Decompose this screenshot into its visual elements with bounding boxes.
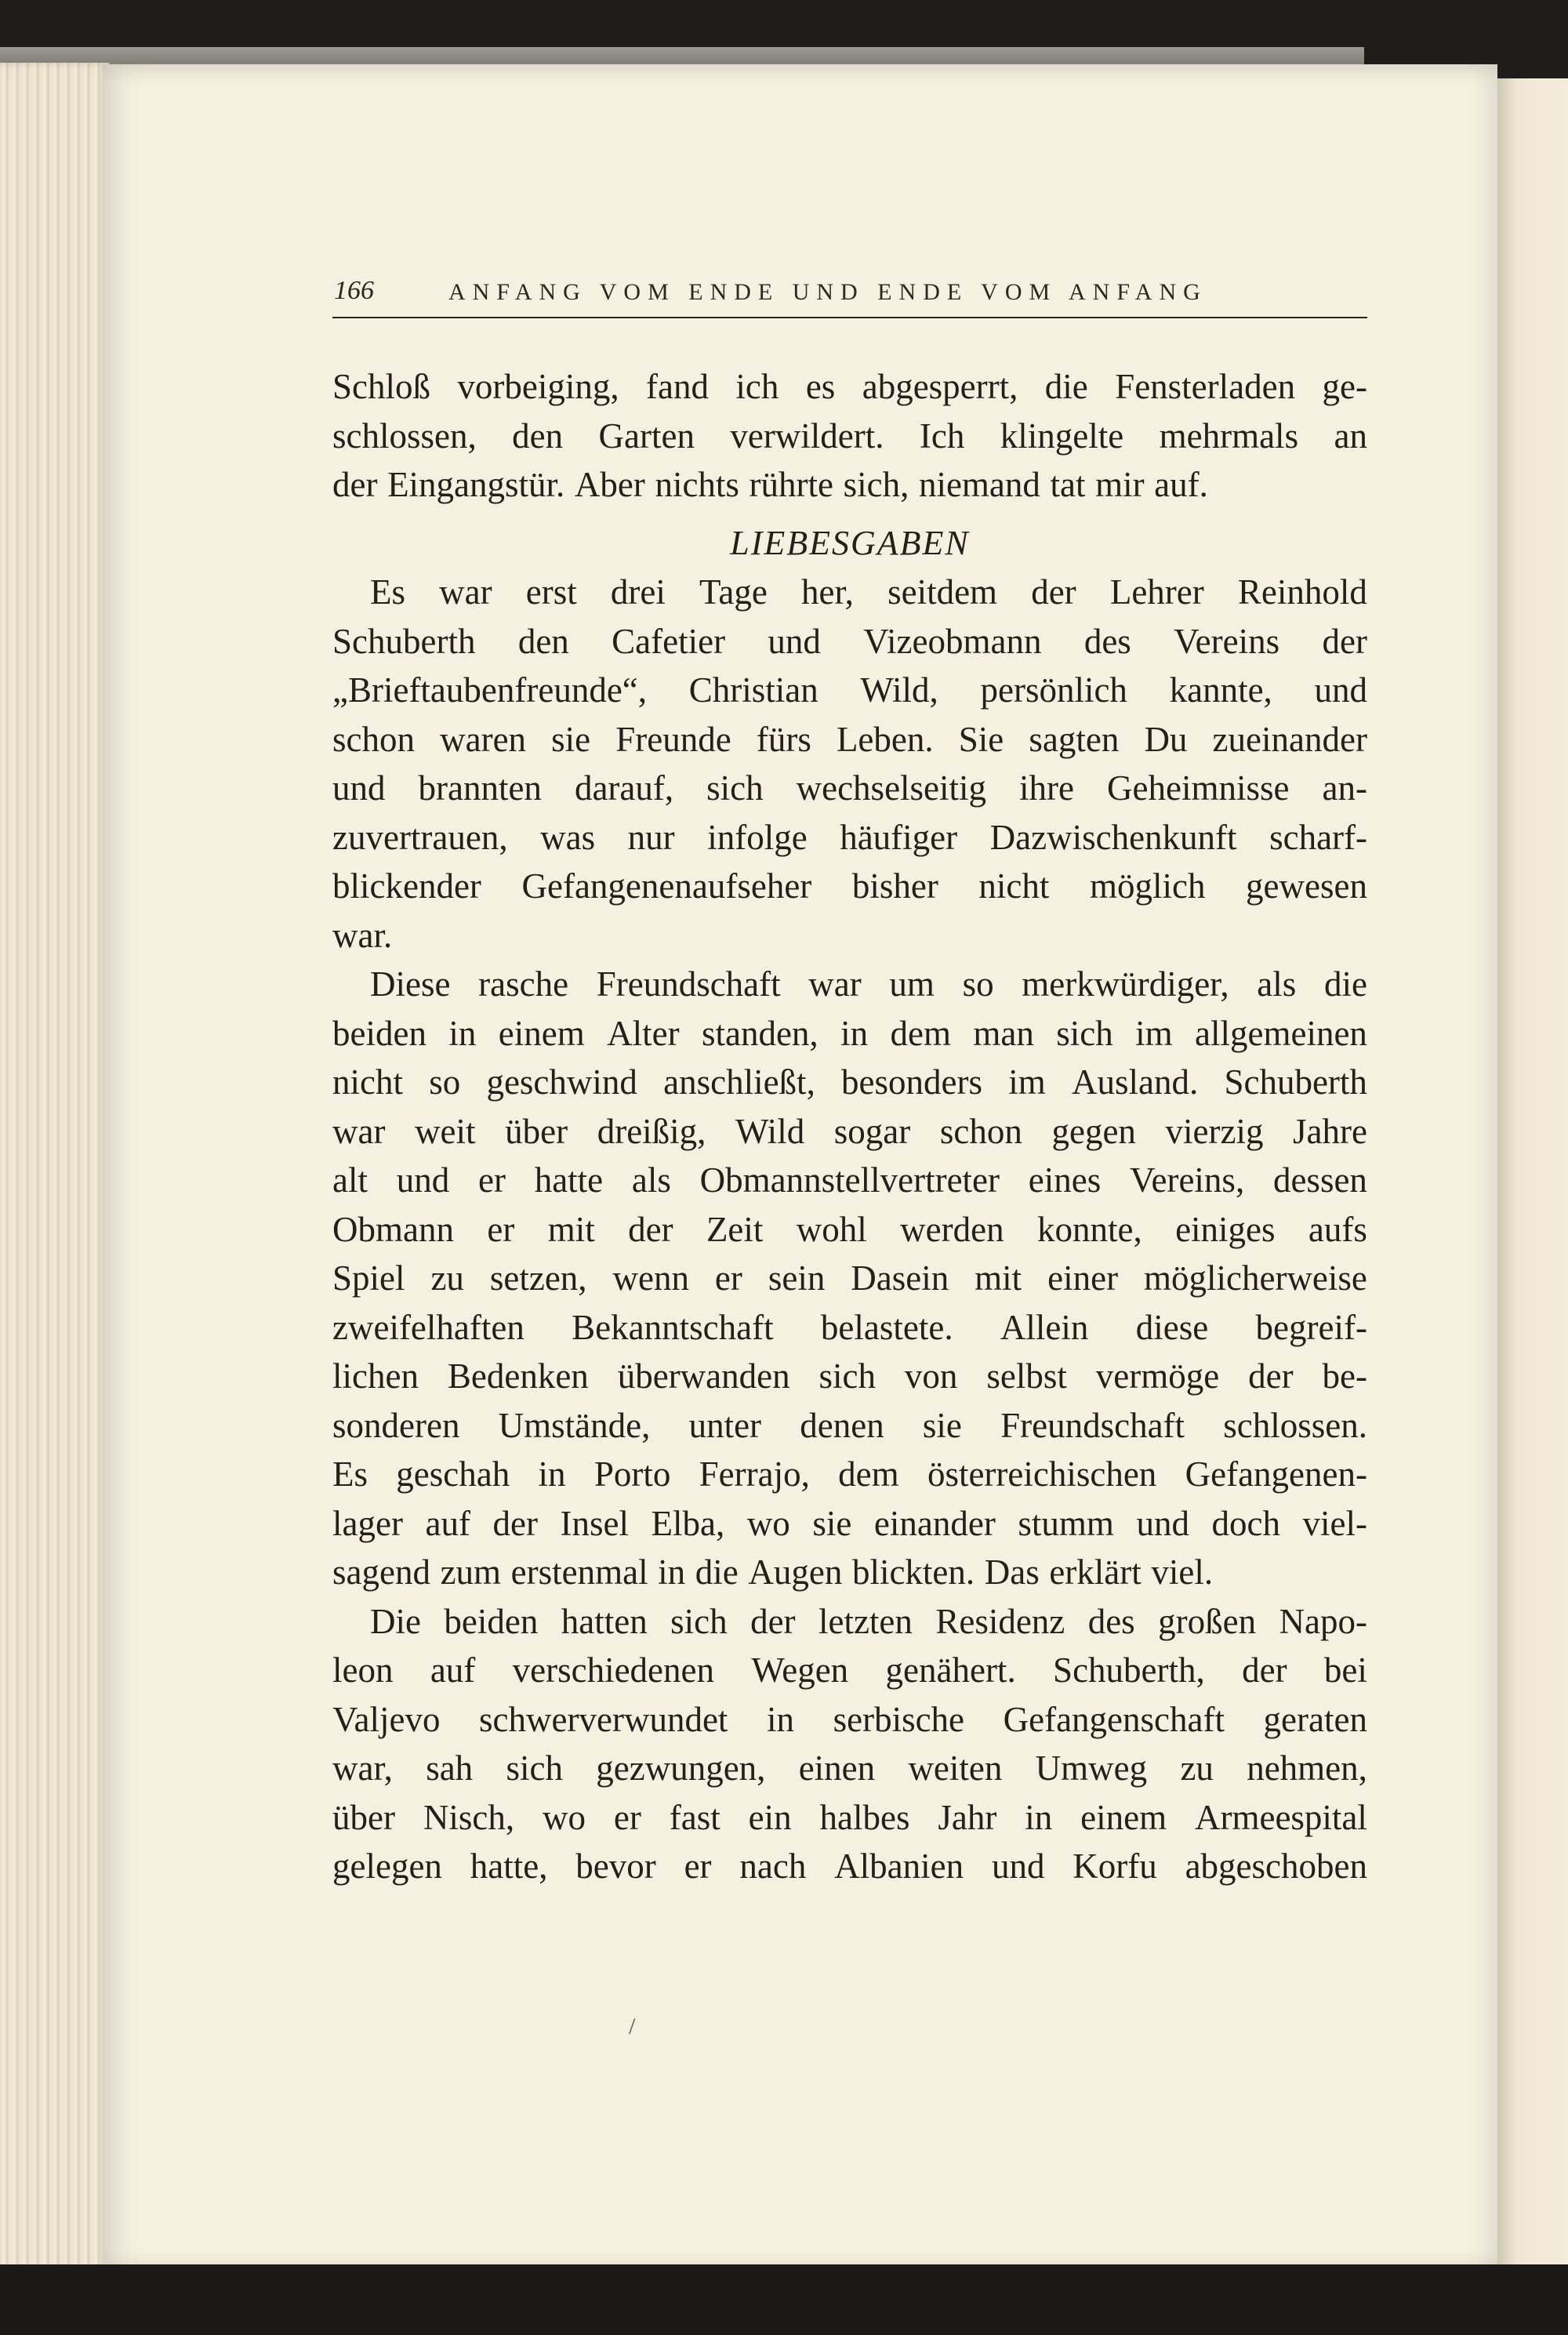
text-line <box>332 715 1367 764</box>
word: zu <box>1180 1749 1214 1788</box>
word: die <box>1323 964 1367 1004</box>
word: abgesperrt, <box>862 367 1018 406</box>
word: sein <box>768 1258 826 1298</box>
word: denen <box>800 1405 884 1445</box>
next-page-edge <box>1494 78 1568 2266</box>
word: erst <box>525 572 577 612</box>
word: der <box>492 1503 538 1543</box>
text-line <box>332 911 1367 961</box>
text-line <box>332 568 1367 617</box>
word: die <box>1044 367 1088 406</box>
text-line <box>332 1548 1367 1597</box>
word: Gefangenschaft <box>1003 1699 1225 1739</box>
word: nur <box>627 817 675 857</box>
paragraph-4 <box>332 1597 1367 1891</box>
word: in <box>1025 1797 1053 1837</box>
word: aufs <box>1308 1209 1367 1249</box>
word: blickten. <box>851 1552 975 1592</box>
word: gezwungen, <box>596 1749 766 1788</box>
text-line <box>332 1303 1367 1353</box>
word: Das <box>984 1552 1040 1592</box>
word: verschiedenen <box>512 1650 715 1690</box>
word: genähert. <box>885 1650 1016 1690</box>
word: wo <box>543 1797 586 1837</box>
text-line <box>332 460 1367 510</box>
word: Korfu <box>1073 1847 1157 1886</box>
word: Sie <box>958 719 1004 759</box>
word: Jahre <box>1293 1111 1367 1151</box>
word: und <box>1314 670 1367 710</box>
word: Garten <box>598 416 695 456</box>
word: standen, <box>701 1013 818 1053</box>
word: Bedenken <box>447 1356 589 1396</box>
word: Porto <box>593 1454 671 1494</box>
word: schon <box>332 719 415 759</box>
word: Ausland. <box>1071 1062 1199 1102</box>
word: sogar <box>833 1111 911 1151</box>
word: Dazwischenkunft <box>989 817 1237 857</box>
word: mehrmals <box>1159 416 1299 456</box>
word: schon <box>939 1111 1022 1151</box>
word: sagend <box>332 1552 430 1592</box>
word: im <box>1008 1062 1046 1102</box>
text-line <box>332 1156 1367 1205</box>
word: viel- <box>1302 1503 1367 1543</box>
word: Fensterladen <box>1115 367 1296 406</box>
word: nicht <box>332 1062 403 1102</box>
word: Wild <box>735 1111 805 1151</box>
word: waren <box>440 719 527 759</box>
word: mir <box>1095 465 1145 504</box>
word: Cafetier <box>612 621 726 661</box>
word: schlossen, <box>332 416 477 456</box>
text-line <box>332 1058 1367 1107</box>
word: über <box>332 1797 395 1837</box>
word: kannte, <box>1169 670 1272 710</box>
text-line <box>332 617 1367 666</box>
word: sagten <box>1029 719 1120 759</box>
section-title: LIEBESGABEN <box>730 523 970 562</box>
word: Armeespital <box>1194 1797 1367 1837</box>
word: wechselseitig <box>796 768 987 808</box>
word: österreichischen <box>927 1454 1157 1494</box>
text-line <box>332 412 1367 461</box>
word: Zeit <box>706 1209 764 1249</box>
word: die <box>695 1552 739 1592</box>
word: wo <box>746 1503 790 1543</box>
word: war <box>439 572 492 612</box>
word: er <box>613 1797 641 1837</box>
word: der <box>750 1601 796 1641</box>
running-title: ANFANG VOM ENDE UND ENDE VOM ANFANG <box>448 279 1207 305</box>
word: nicht <box>978 866 1050 906</box>
paragraph-3 <box>332 960 1367 1597</box>
word: an <box>1334 416 1367 456</box>
word: geschah <box>396 1454 510 1494</box>
word: Reinhold <box>1237 572 1367 612</box>
word: auf <box>425 1503 470 1543</box>
word: begreif- <box>1255 1307 1367 1347</box>
word: als <box>1257 964 1297 1004</box>
word: ich <box>735 367 779 406</box>
word: war <box>808 964 862 1004</box>
word: großen <box>1158 1601 1257 1641</box>
word: gewesen <box>1246 866 1367 906</box>
word: Schuberth <box>1224 1062 1367 1102</box>
word: was <box>540 817 596 857</box>
text-line <box>332 1450 1367 1499</box>
word: schlossen. <box>1223 1405 1367 1445</box>
word: fürs <box>756 719 811 759</box>
word: „Brieftaubenfreunde“, <box>332 670 648 710</box>
word: Leben. <box>836 719 934 759</box>
word: Augen <box>748 1552 843 1592</box>
word: Spiel <box>332 1258 405 1298</box>
word: nach <box>739 1847 807 1886</box>
word: beiden <box>444 1601 539 1641</box>
word: leon <box>332 1650 394 1690</box>
word: werden <box>900 1209 1004 1249</box>
word: brannten <box>418 768 542 808</box>
word: an- <box>1322 768 1367 808</box>
word: sich <box>506 1749 563 1788</box>
word: dem <box>838 1454 899 1494</box>
word: des <box>1083 621 1131 661</box>
word: blickender <box>332 866 481 906</box>
word: Wild, <box>860 670 938 710</box>
word: ein <box>748 1797 792 1837</box>
word: erklärt <box>1049 1552 1142 1592</box>
text-line <box>332 1401 1367 1451</box>
word: seitdem <box>887 572 998 612</box>
word: erstenmal <box>510 1552 648 1592</box>
text-line <box>332 362 1367 412</box>
word: sich <box>706 768 764 808</box>
word: allgemeinen <box>1195 1013 1367 1053</box>
word: häufiger <box>840 817 958 857</box>
word: der <box>1242 1650 1287 1690</box>
word: ihre <box>1019 768 1075 808</box>
word: Umstände, <box>498 1405 651 1445</box>
word: viel. <box>1151 1552 1214 1592</box>
word: er <box>477 1160 506 1200</box>
word: niemand <box>918 465 1040 504</box>
word: drei <box>610 572 666 612</box>
word: fast <box>669 1797 720 1837</box>
word: in <box>538 1454 566 1494</box>
word: gegen <box>1051 1111 1136 1151</box>
text-line <box>332 1646 1367 1695</box>
word: Ferrajo, <box>699 1454 810 1494</box>
word: Aber <box>574 465 645 504</box>
word: rührte <box>749 465 833 504</box>
word: Jahr <box>938 1797 997 1837</box>
word: als <box>631 1160 671 1200</box>
word: konnte, <box>1036 1209 1142 1249</box>
word: unter <box>688 1405 762 1445</box>
word: zu <box>430 1258 464 1298</box>
word: zweifelhaften <box>332 1307 524 1347</box>
word: diese <box>1135 1307 1209 1347</box>
word: wenn <box>612 1258 689 1298</box>
word: und <box>332 768 386 808</box>
word: einiges <box>1175 1209 1276 1249</box>
word: er <box>684 1847 712 1886</box>
word: darauf, <box>574 768 674 808</box>
text-line <box>332 960 1367 1009</box>
word: er <box>487 1209 515 1249</box>
word: Allein <box>1000 1307 1089 1347</box>
word: hatte, <box>470 1847 548 1886</box>
word: der <box>628 1209 673 1249</box>
text-line <box>332 1205 1367 1255</box>
word: Albanien <box>834 1847 964 1886</box>
word: Geheimnisse <box>1107 768 1290 808</box>
word: um <box>889 964 935 1004</box>
word: setzen, <box>489 1258 587 1298</box>
word: gelegen <box>332 1847 442 1886</box>
word: war, <box>332 1749 393 1788</box>
word: Wegen <box>751 1650 849 1690</box>
word: ge- <box>1322 367 1367 406</box>
word: in <box>658 1552 686 1592</box>
word: geraten <box>1263 1699 1367 1739</box>
word: halbes <box>819 1797 910 1837</box>
word: überwanden <box>617 1356 790 1396</box>
word: es <box>805 367 836 406</box>
page-stack-edge <box>0 63 110 2274</box>
word: Du <box>1144 719 1188 759</box>
body-text <box>332 362 1367 1891</box>
word: der <box>332 465 378 504</box>
text-line <box>332 1842 1367 1891</box>
text-line <box>332 1597 1367 1647</box>
word: und <box>991 1847 1045 1886</box>
word: auf <box>430 1650 476 1690</box>
word: des <box>1087 1601 1135 1641</box>
word: stumm <box>1018 1503 1114 1543</box>
word: beiden <box>332 1013 426 1053</box>
word: den <box>512 416 564 456</box>
page-number: 166 <box>334 276 374 305</box>
word: in <box>448 1013 477 1053</box>
word: einem <box>1080 1797 1167 1837</box>
word: er <box>714 1258 742 1298</box>
text-line <box>332 1499 1367 1549</box>
word: zueinander <box>1212 719 1367 759</box>
word: so <box>429 1062 461 1102</box>
word: über <box>505 1111 568 1151</box>
word: hatte <box>534 1160 604 1200</box>
text-line <box>332 1793 1367 1843</box>
word: persönlich <box>980 670 1127 710</box>
word: klingelte <box>1000 416 1124 456</box>
word: alt <box>332 1160 368 1200</box>
word: einander <box>873 1503 996 1543</box>
word: mit <box>975 1258 1022 1298</box>
word: Vereins, <box>1129 1160 1245 1200</box>
word: Alter <box>607 1013 680 1053</box>
word: weit <box>415 1111 476 1151</box>
word: eines <box>1028 1160 1102 1200</box>
word: einer <box>1047 1258 1119 1298</box>
word: Freundschaft <box>1000 1405 1185 1445</box>
word: serbische <box>833 1699 965 1739</box>
stray-pencil-mark: / <box>629 2014 636 2039</box>
word: sie <box>812 1503 852 1543</box>
word: sich, <box>843 465 909 504</box>
running-head <box>332 276 1367 318</box>
word: Lehrer <box>1109 572 1204 612</box>
word: der <box>1031 572 1076 612</box>
text-line <box>332 1695 1367 1745</box>
word: sich <box>1056 1013 1113 1053</box>
word: Diese <box>370 964 451 1004</box>
word: sie <box>922 1405 962 1445</box>
word: sich <box>670 1601 728 1641</box>
word: war <box>332 1111 386 1151</box>
word: Vereins <box>1174 621 1280 661</box>
word: wohl <box>796 1209 867 1249</box>
word: der <box>1322 621 1367 661</box>
text-line <box>332 764 1367 813</box>
word: doch <box>1211 1503 1280 1543</box>
text-line <box>332 1107 1367 1157</box>
word: lichen <box>332 1356 419 1396</box>
text-line <box>332 666 1367 715</box>
word: abgeschoben <box>1185 1847 1367 1886</box>
word: zuvertrauen, <box>332 817 508 857</box>
word: Es <box>332 1454 368 1494</box>
word: Obmannstellvertreter <box>699 1160 1000 1200</box>
word: im <box>1135 1013 1173 1053</box>
word: vermöge <box>1095 1356 1220 1396</box>
word: Ich <box>919 416 965 456</box>
word: Umweg <box>1035 1749 1148 1788</box>
word: Schuberth, <box>1053 1650 1205 1690</box>
word: dreißig, <box>597 1111 706 1151</box>
word: Vizeobmann <box>863 621 1042 661</box>
word: geschwind <box>486 1062 637 1102</box>
word: rasche <box>478 964 569 1004</box>
word: infolge <box>707 817 808 857</box>
scan-bottom-border <box>0 2264 1568 2335</box>
word: Gefangenen- <box>1185 1454 1367 1494</box>
word: lager <box>332 1503 403 1543</box>
text-line <box>332 1009 1367 1059</box>
word: Es <box>370 572 405 612</box>
word: Christian <box>688 670 818 710</box>
word: war. <box>332 915 393 955</box>
word: sah <box>426 1749 474 1788</box>
word: Die <box>370 1601 421 1641</box>
word: in <box>840 1013 869 1053</box>
word: Gefangenenaufseher <box>521 866 812 906</box>
word: Schuberth <box>332 621 476 661</box>
word: Freunde <box>615 719 731 759</box>
word: nichts <box>655 465 739 504</box>
word: Elba, <box>651 1503 725 1543</box>
word: schwerverwundet <box>479 1699 728 1739</box>
word: zum <box>440 1552 502 1592</box>
word: möglicherweise <box>1144 1258 1367 1298</box>
word: Insel <box>560 1503 629 1543</box>
word: Dasein <box>851 1258 949 1298</box>
word: anschließt, <box>663 1062 815 1102</box>
word: der <box>1248 1356 1294 1396</box>
word: Napo- <box>1279 1601 1367 1641</box>
text-line <box>332 1352 1367 1401</box>
word: sonderen <box>332 1405 460 1445</box>
word: bisher <box>851 866 938 906</box>
word: man <box>973 1013 1034 1053</box>
paragraph-1 <box>332 362 1367 510</box>
word: her, <box>801 572 854 612</box>
word: bevor <box>575 1847 656 1886</box>
word: mit <box>547 1209 595 1249</box>
word: vierzig <box>1165 1111 1264 1151</box>
word: weiten <box>908 1749 1003 1788</box>
word: einem <box>498 1013 585 1053</box>
word: Residenz <box>935 1601 1065 1641</box>
word: scharf- <box>1269 817 1367 857</box>
word: Schloß <box>332 367 431 406</box>
word: sich <box>818 1356 877 1396</box>
word: einen <box>798 1749 876 1788</box>
word: Valjevo <box>332 1699 441 1739</box>
word: merkwürdiger, <box>1022 964 1229 1004</box>
word: Freundschaft <box>596 964 781 1004</box>
word: besonders <box>841 1062 983 1102</box>
word: den <box>517 621 569 661</box>
word: und <box>1136 1503 1189 1543</box>
word: dessen <box>1272 1160 1367 1200</box>
text-line <box>332 1744 1367 1793</box>
text-line <box>332 1254 1367 1303</box>
word: dem <box>890 1013 951 1053</box>
word: von <box>904 1356 958 1396</box>
word: be- <box>1322 1356 1367 1396</box>
word: tat <box>1050 465 1086 504</box>
word: sie <box>551 719 591 759</box>
word: und <box>396 1160 450 1200</box>
word: so <box>962 964 994 1004</box>
word: Obmann <box>332 1209 454 1249</box>
word: und <box>768 621 821 661</box>
word: vorbeiging, <box>457 367 619 406</box>
word: in <box>767 1699 795 1739</box>
word: Nisch, <box>423 1797 515 1837</box>
text-line <box>332 813 1367 862</box>
word: Eingangstür. <box>387 465 565 504</box>
word: Tage <box>699 572 768 612</box>
word: belastete. <box>820 1307 953 1347</box>
word: letzten <box>818 1601 913 1641</box>
paragraph-2 <box>332 568 1367 960</box>
word: Bekanntschaft <box>572 1307 774 1347</box>
word: bei <box>1323 1650 1367 1690</box>
word: nehmen, <box>1247 1749 1367 1788</box>
word: möglich <box>1089 866 1206 906</box>
word: verwildert. <box>730 416 884 456</box>
word: auf. <box>1154 465 1208 504</box>
word: hatten <box>561 1601 648 1641</box>
word: selbst <box>986 1356 1067 1396</box>
word: fand <box>646 367 710 406</box>
text-line <box>332 862 1367 911</box>
